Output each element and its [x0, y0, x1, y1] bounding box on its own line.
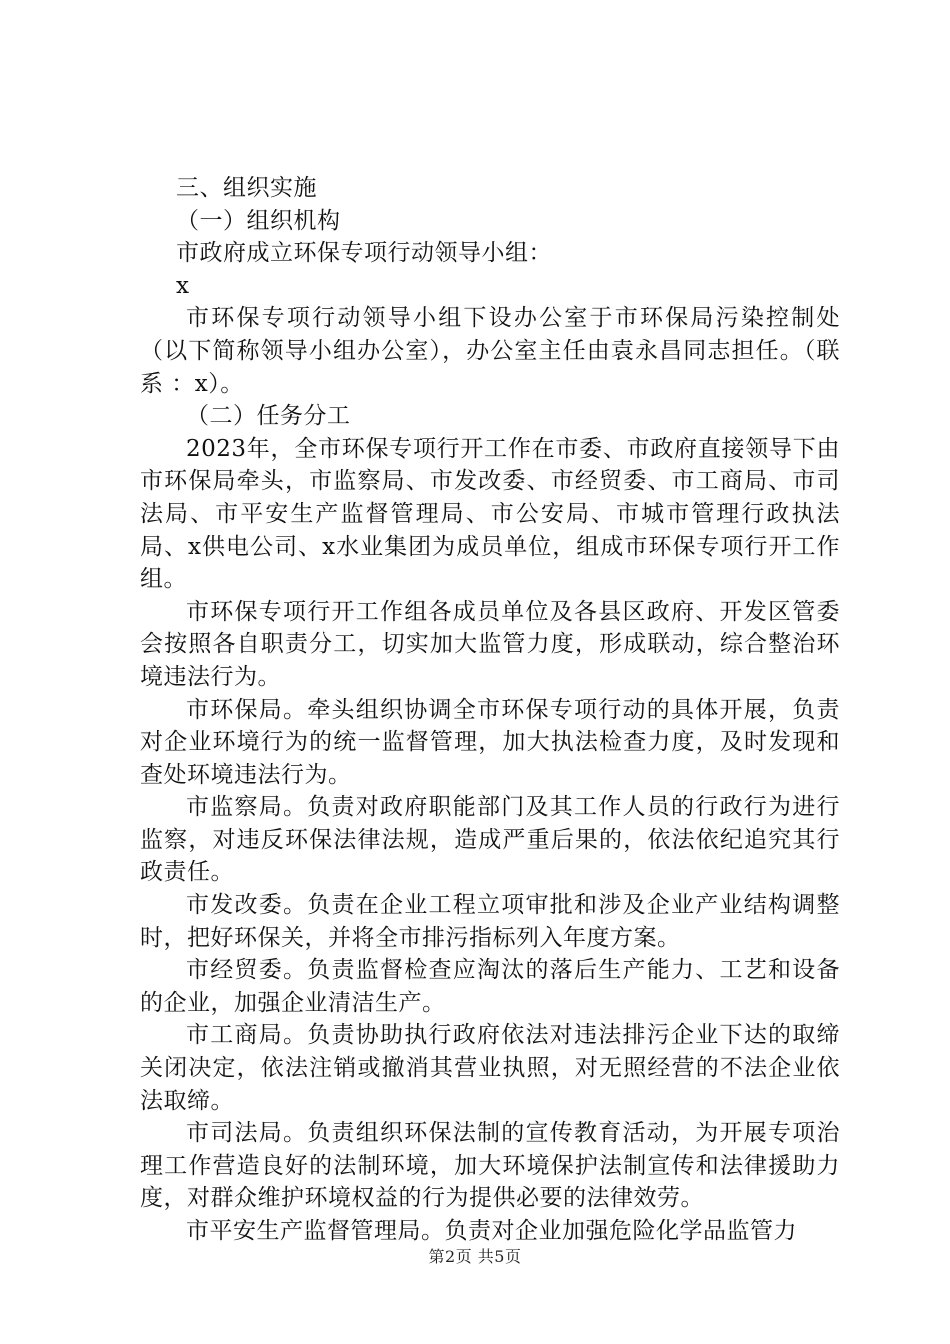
placeholder-line: x	[176, 272, 190, 299]
page-footer: 第2页 共5页	[428, 1247, 522, 1266]
paragraph-commerce: 市工商局。负责协助执行政府依法对违法排污企业下达的取缔关闭决定，依法注销或撤消其营业执照，对无照经营的不法企业依法取缔。	[140, 1022, 840, 1114]
section-heading: 三、组织实施	[176, 175, 317, 201]
paragraph-office: 市环保专项行动领导小组下设办公室于市环保局污染控制处（以下简称领导小组办公室），办公室主任由袁永昌同志担任。（联系 ：x）。	[140, 305, 840, 397]
paragraph-supervision: 市监察局。负责对政府职能部门及其工作人员的行政行为进行监察，对违反环保法律法规，造成严重后果的，依法依纪追究其行政责任。	[140, 794, 840, 886]
paragraph-justice: 市司法局。负责组织环保法制的宣传教育活动，为开展专项治理工作营造良好的法制环境，加大环境保护法制宣传和法律援助力度，对群众维护环境权益的行为提供必要的法律效劳。	[140, 1120, 840, 1212]
document-body	[140, 172, 840, 1248]
paragraph-economic: 市经贸委。负责监督检查应淘汰的落后生产能力、工艺和设备的企业，加强企业清洁生产。	[140, 957, 840, 1016]
paragraph-epb: 市环保局。牵头组织协调全市环保专项行动的具体开展，负责对企业环境行为的统一监督管理，加大执法检查力度，及时发现和查处环境违法行为。	[140, 696, 840, 788]
leader-group-line: 市政府成立环保专项行动领导小组：	[176, 240, 552, 267]
paragraph-ndrc: 市发改委。负责在企业工程立项审批和涉及企业产业结构调整时，把好环保关，并将全市排污指标列入年度方案。	[140, 892, 840, 951]
paragraph-members: 市环保专项行开工作组各成员单位及各县区政府、开发区管委会按照各自职责分工，切实加大监管力度，形成联动，综合整治环境违法行为。	[140, 598, 840, 690]
paragraph-2023: 2023年，全市环保专项行开工作在市委、市政府直接领导下由市环保局牵头，市监察局、市发改委、市经贸委、市工商局、市司法局、市平安生产监督管理局、市公安局、市城市管理行政执法局、x供电公司、x水业集团为成员单位，组成市环保专项行开工作组。	[140, 435, 840, 593]
subsection-heading-tasks: （二）任务分工	[186, 403, 351, 430]
paragraph-safety: 市平安生产监督管理局。负责对企业加强危险化学品监管力	[186, 1218, 797, 1244]
subsection-heading-organization: （一）组织机构	[176, 207, 341, 234]
